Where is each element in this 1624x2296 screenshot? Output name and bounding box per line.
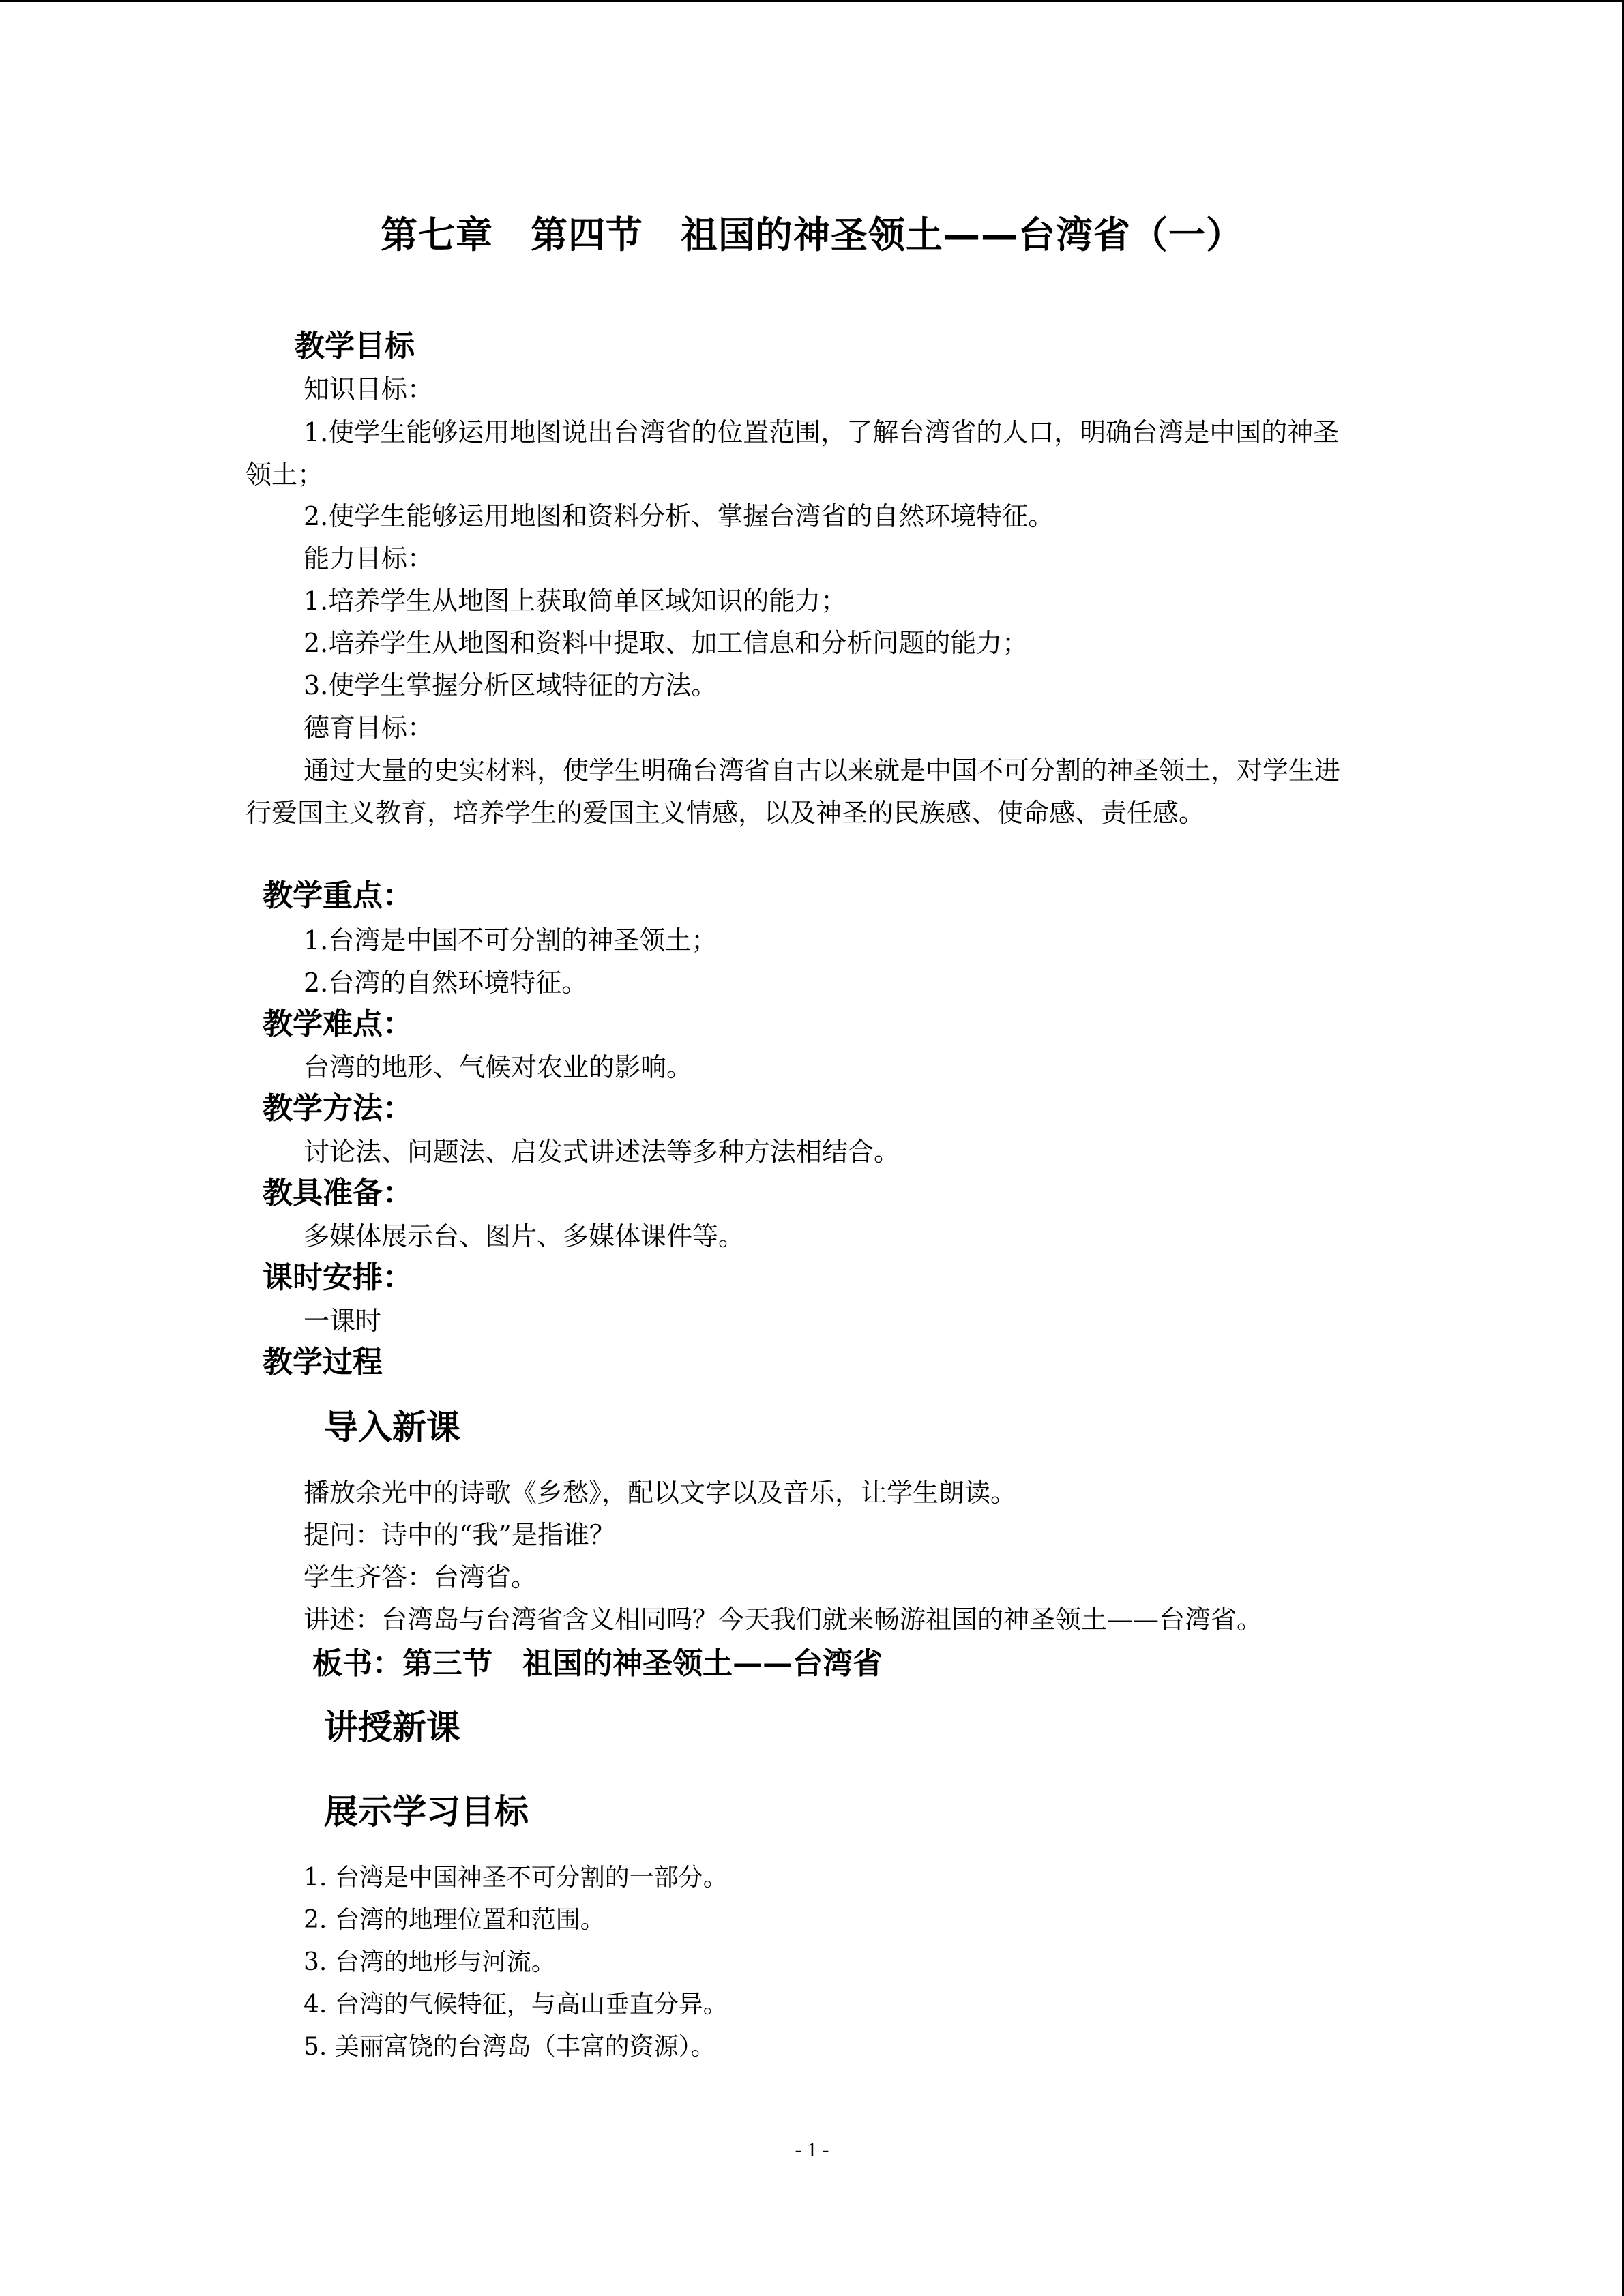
ability-objective-3: 3.使学生掌握分析区域特征的方法。 xyxy=(304,670,718,700)
process-heading: 教学过程 xyxy=(263,1345,383,1380)
ability-objective-1: 1.培养学生从地图上获取简单区域知识的能力； xyxy=(304,586,847,616)
methods-heading: 教学方法： xyxy=(263,1091,413,1126)
intro-line-2: 提问：诗中的“我”是指谁？ xyxy=(304,1520,615,1550)
knowledge-objective-1: 1.使学生能够运用地图说出台湾省的位置范围，了解台湾省的人口，明确台湾是中国的神圣领土； xyxy=(246,417,1340,490)
learning-goal-2: 2. 台湾的地理位置和范围。 xyxy=(304,1906,605,1934)
new-lesson-heading: 讲授新课 xyxy=(324,1708,460,1747)
key-point-2: 2.台湾的自然环境特征。 xyxy=(304,968,588,998)
board-writing: 板书：第三节 祖国的神圣领土——台湾省 xyxy=(312,1646,883,1681)
knowledge-objectives-label: 知识目标： xyxy=(304,374,434,404)
moral-objective-text: 通过大量的史实材料，使学生明确台湾省自古以来就是中国不可分割的神圣领土，对学生进行爱国主义教育，培养学生的爱国主义情感，以及神圣的民族感、使命感、责任感。 xyxy=(246,756,1341,828)
difficulties-heading: 教学难点： xyxy=(263,1007,413,1041)
methods-text: 讨论法、问题法、启发式讲述法等多种方法相结合。 xyxy=(304,1137,900,1167)
intro-line-3: 学生齐答：台湾省。 xyxy=(304,1562,537,1592)
schedule-heading: 课时安排： xyxy=(263,1260,413,1295)
moral-objectives-label: 德育目标： xyxy=(304,713,434,743)
tools-heading: 教具准备： xyxy=(263,1176,413,1210)
page-number: - 1 - xyxy=(795,2138,829,2161)
page-border-top xyxy=(0,0,1624,2)
learning-goal-1: 1. 台湾是中国神圣不可分割的一部分。 xyxy=(304,1864,728,1892)
knowledge-objective-2: 2.使学生能够运用地图和资料分析、掌握台湾省的自然环境特征。 xyxy=(304,501,1054,531)
learning-goal-4: 4. 台湾的气候特征，与高山垂直分异。 xyxy=(304,1991,728,2018)
ability-objectives-label: 能力目标： xyxy=(304,543,434,573)
schedule-text: 一课时 xyxy=(304,1306,382,1336)
objectives-heading: 教学目标 xyxy=(295,329,415,363)
difficulties-text: 台湾的地形、气候对农业的影响。 xyxy=(304,1052,693,1082)
learning-goal-5: 5. 美丽富饶的台湾岛（丰富的资源）。 xyxy=(304,2033,715,2061)
ability-objective-2: 2.培养学生从地图和资料中提取、加工信息和分析问题的能力； xyxy=(304,628,1029,658)
tools-text: 多媒体展示台、图片、多媒体课件等。 xyxy=(304,1221,745,1251)
key-points-heading: 教学重点： xyxy=(263,878,413,913)
key-point-1: 1.台湾是中国不可分割的神圣领土； xyxy=(304,925,718,955)
intro-line-4: 讲述：台湾岛与台湾省含义相同吗？今天我们就来畅游祖国的神圣领土——台湾省。 xyxy=(304,1605,1263,1635)
document-title: 第七章 第四节 祖国的神圣领土——台湾省（一） xyxy=(381,213,1243,256)
learning-goals-heading: 展示学习目标 xyxy=(324,1792,529,1832)
intro-line-1: 播放余光中的诗歌《乡愁》，配以文字以及音乐，让学生朗读。 xyxy=(304,1478,1017,1508)
intro-heading: 导入新课 xyxy=(324,1407,460,1447)
learning-goal-3: 3. 台湾的地形与河流。 xyxy=(304,1948,556,1976)
